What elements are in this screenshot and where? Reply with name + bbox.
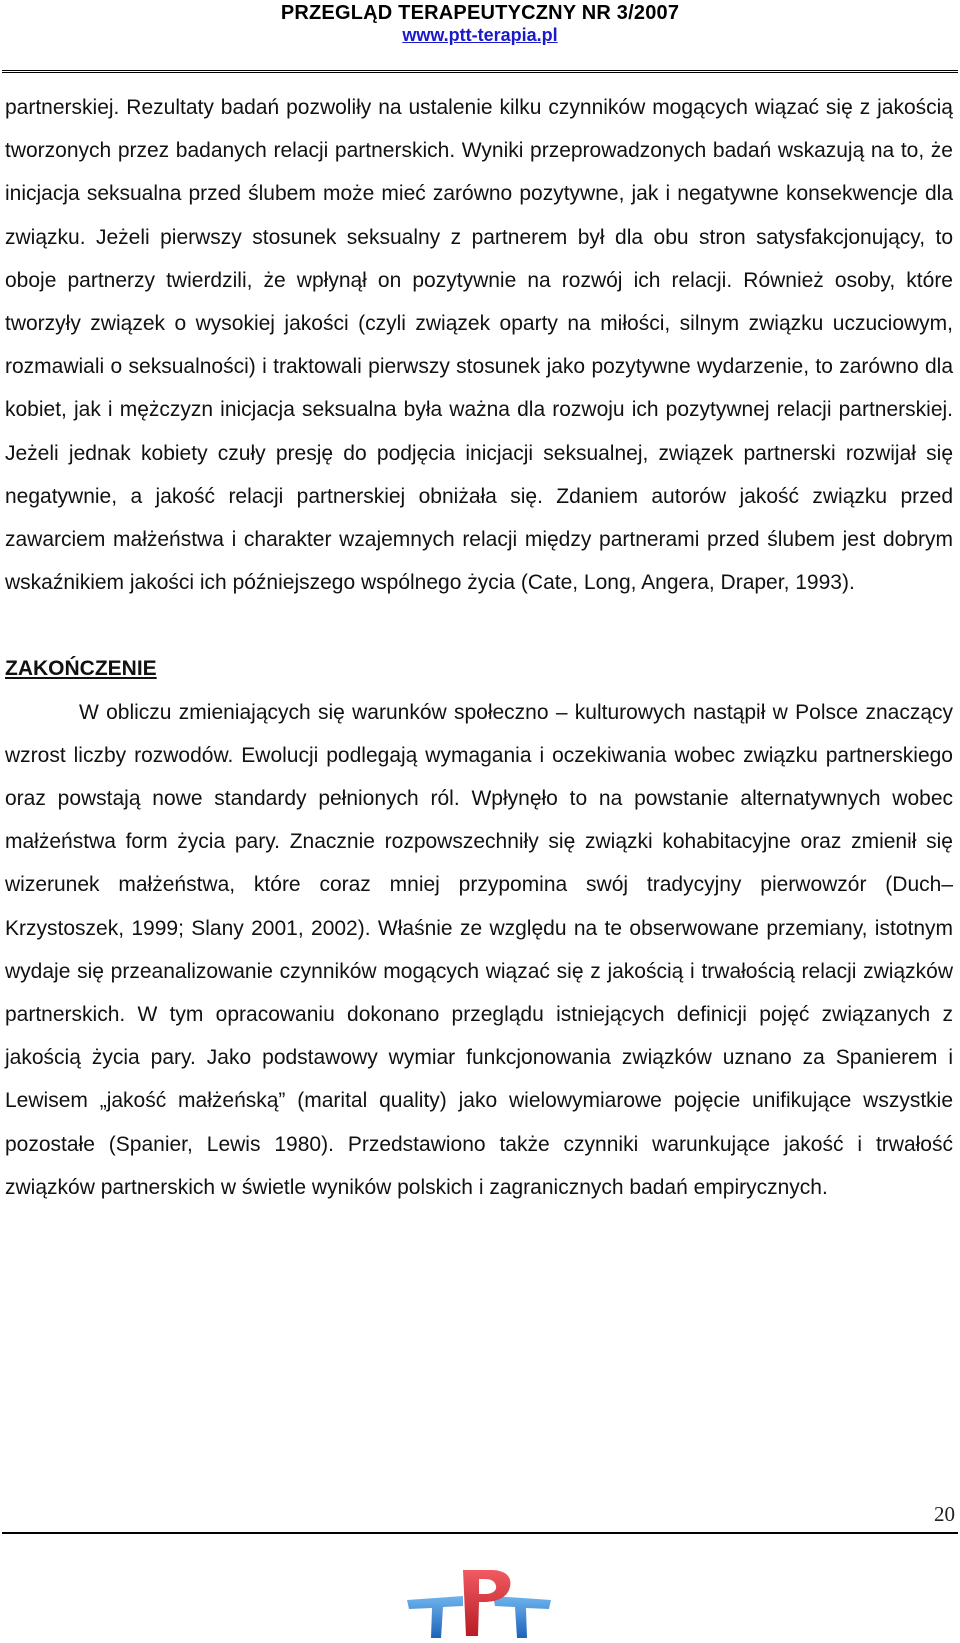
- body-paragraph: partnerskiej. Rezultaty badań pozwoliły na ustalenie kilku czynników mogących wiązać się z jakością tworzonych przez badanych relacji partnerskich. Wyniki przeprowadzonych badań wskazują na to, że inicjacja seksualna przed ślubem może mieć zarówno pozytywne, jak i negatywne konsekwencje dla związku. Jeżeli pierwszy stosunek seksualny z partnerem był dla obu stron satysfakcjonujący, to oboje partnerzy twierdzili, że wpłynął on pozytywnie na rozwój ich relacji. Również osoby, które tworzyły związek o wysokiej jakości (czyli związek oparty na miłości, silnym związku uczuciowym, rozmawiali o seksualności) i traktowali pierwszy stosunek jako pozytywne wydarzenie, to zarówno dla kobiet, jak i mężczyzn inicjacja seksualna była ważna dla rozwoju ich pozytywnej relacji partnerskiej. Jeżeli jednak kobiety czuły presję do podjęcia inicjacji seksualnej, związek partnerski rozwijał się negatywnie, a jakość relacji partnerskiej obniżała się. Zdaniem autorów jakość związku przed zawarciem małżeństwa i charakter wzajemnych relacji między partnerami przed ślubem jest dobrym wskaźnikiem jakości ich późniejszego wspólnego życia (Cate, Long, Angera, Draper, 1993).: [5, 96, 953, 595]
- journal-url-link[interactable]: www.ptt-terapia.pl: [402, 25, 558, 45]
- body-paragraph: W obliczu zmieniających się warunków społeczno – kulturowych nastąpił w Polsce znaczący wzrost liczby rozwodów. Ewolucji podlegają wymagania i oczekiwania wobec związku partnerskiego oraz powstają nowe standardy pełnionych ról. Wpłynęło to na powstanie alternatywnych wobec małżeństwa form życia pary. Znacznie rozpowszechniły się związki kohabitacyjne oraz zmienił się wizerunek małżeństwa, które coraz mniej przypomina swój tradycyjny pierwowzór (Duch–Krzystoszek, 1999; Slany 2001, 2002). Właśnie ze względu na te obserwowane przemiany, istotnym wydaje się przeanalizowanie czynników mogących wiązać się z jakością i trwałością relacji związków partnerskich. W tym opracowaniu dokonano przeglądu istniejących definicji pojęć związanych z jakością życia pary. Jako podstawowy wymiar funkcjonowania związków uznano za Spanierem i Lewisem „jakość małżeńską” (marital quality) jako wielowymiarowe pojęcie unifikujące wszystkie pozostałe (Spanier, Lewis 1980). Przedstawiono także czynniki warunkujące jakość i trwałość związków partnerskich w świetle wyników polskich i zagranicznych badań empirycznych.: [5, 700, 953, 1199]
- document-body: [5, 86, 953, 1209]
- header-divider: [2, 70, 958, 73]
- section-heading: ZAKOŃCZENIE: [5, 657, 157, 681]
- footer-divider: [2, 1532, 958, 1534]
- journal-title: PRZEGLĄD TERAPEUTYCZNY NR 3/2007: [280, 2, 680, 24]
- page-header: [0, 0, 960, 46]
- ptt-logo-icon: [405, 1566, 555, 1640]
- page-number: 20: [934, 1502, 955, 1526]
